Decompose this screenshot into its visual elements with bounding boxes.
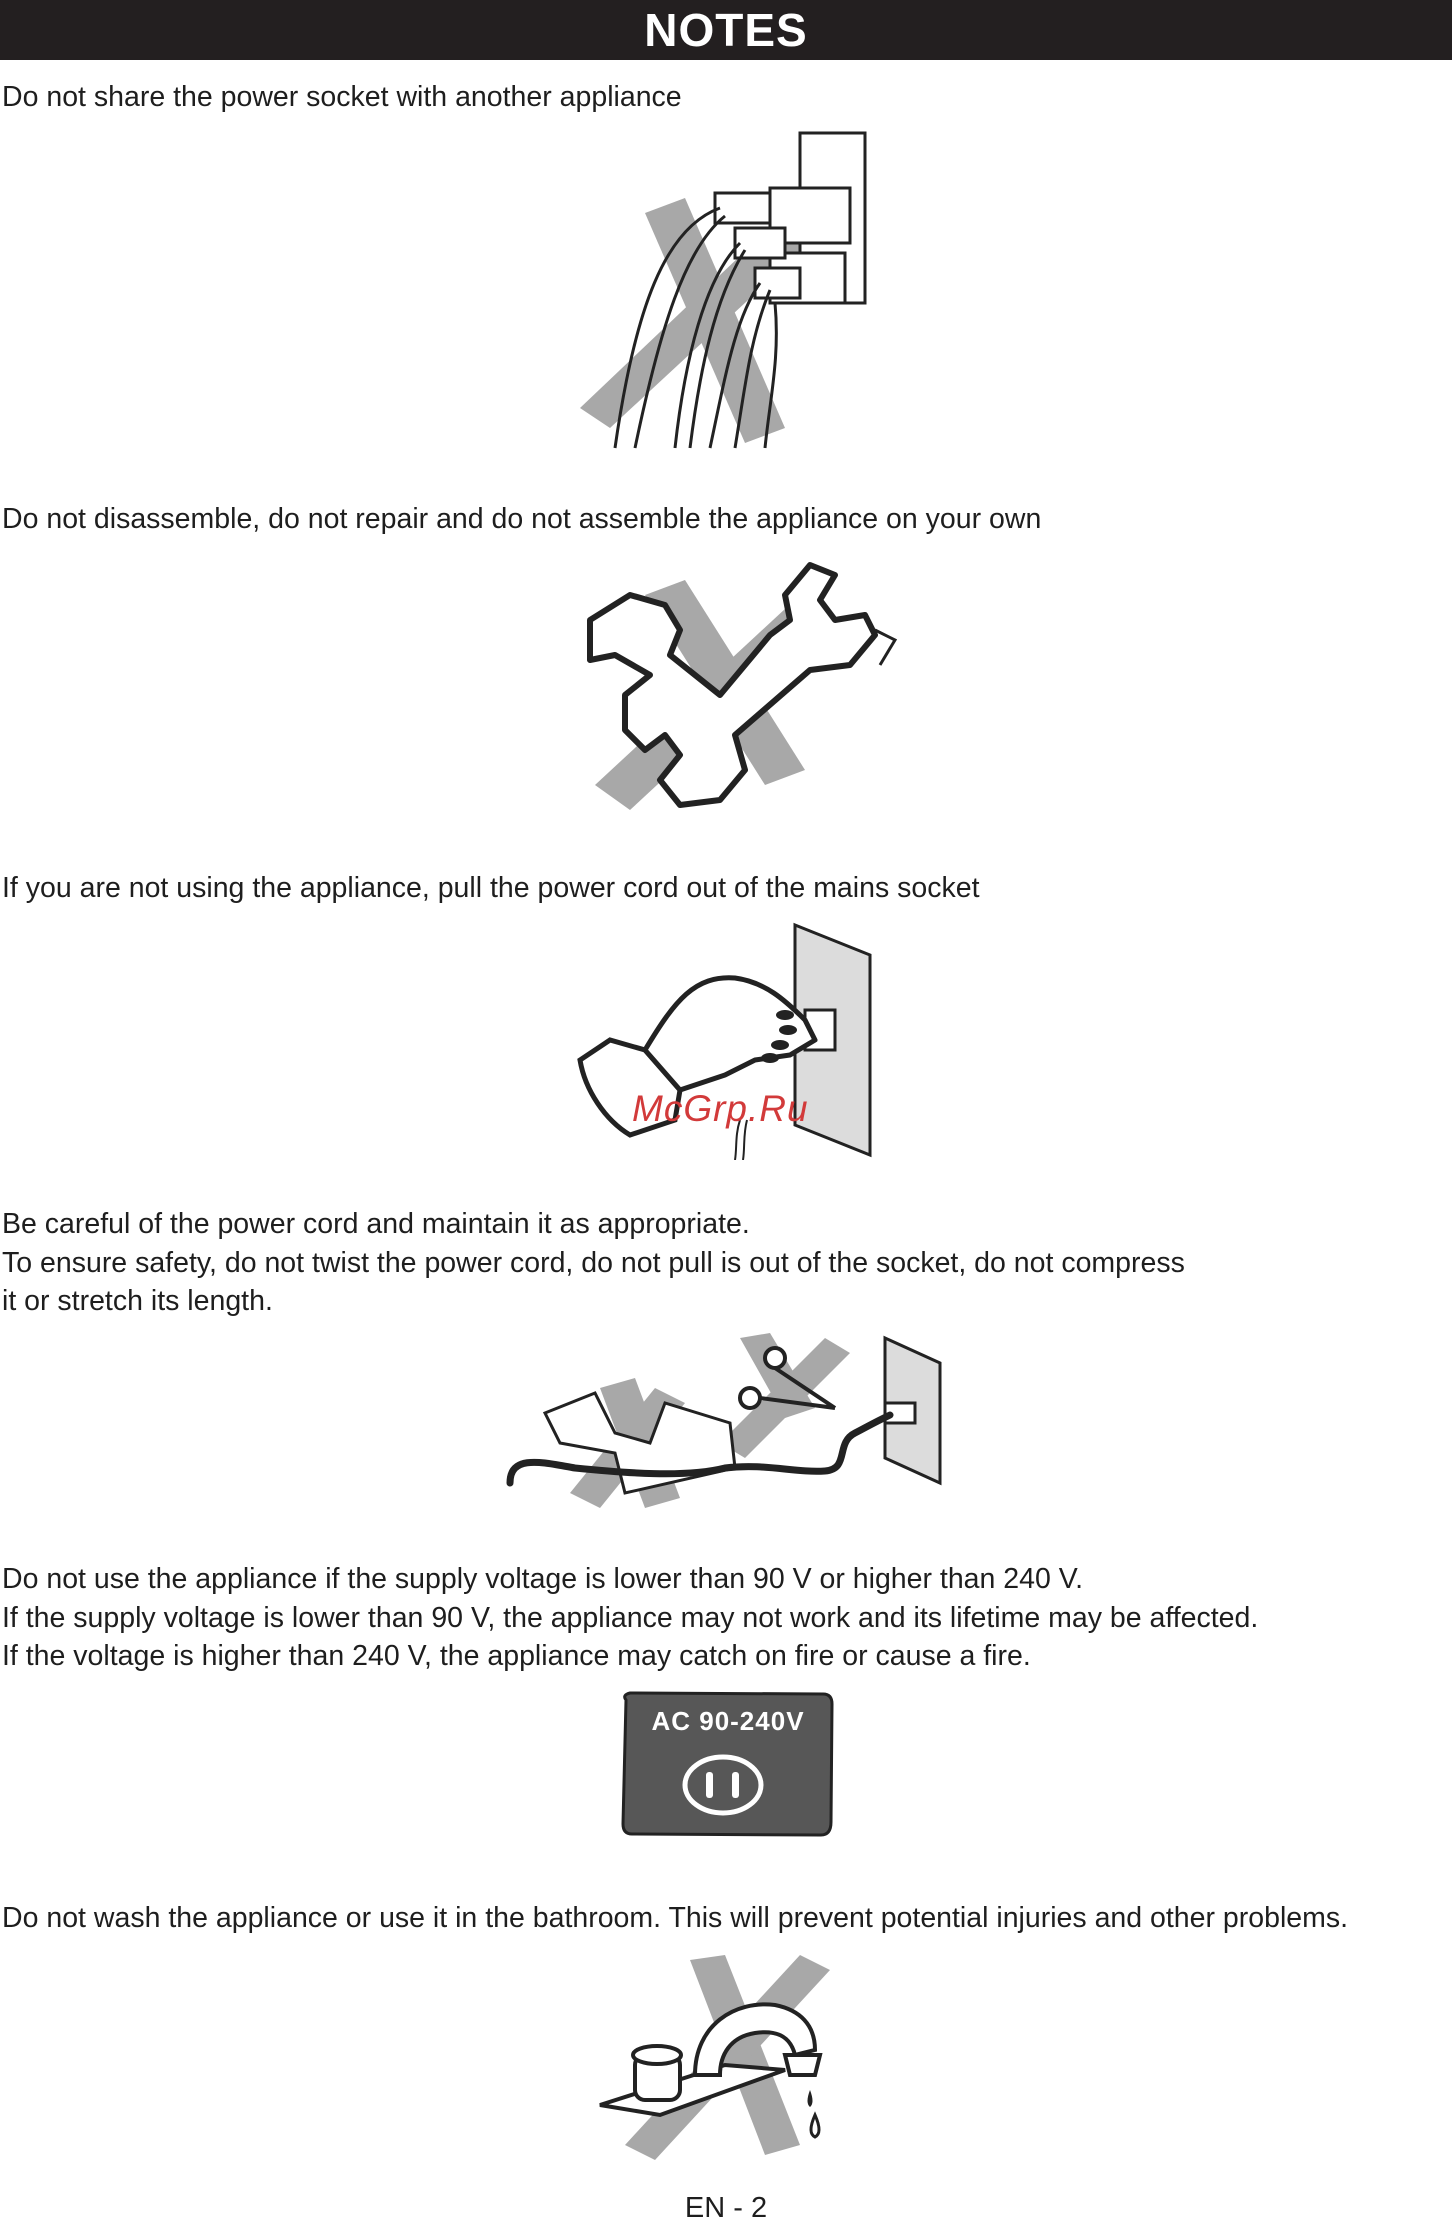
note-5-text bbox=[2, 1560, 1258, 1676]
note-4-line-1: Be careful of the power cord and maintain it as appropriate. bbox=[2, 1208, 750, 1240]
note-5-line-3: If the voltage is higher than 240 V, the appliance may catch on fire or cause a fire. bbox=[2, 1640, 1031, 1672]
voltage-label: AC 90-240V bbox=[651, 1706, 805, 1736]
note-5-line-2: If the supply voltage is lower than 90 V, the appliance may not work and its lifetime may be affected. bbox=[2, 1601, 1259, 1634]
page-title: NOTES bbox=[644, 4, 808, 56]
wrench-icon bbox=[570, 555, 900, 815]
faucet-icon bbox=[585, 1955, 850, 2165]
note-6-text bbox=[2, 1899, 1348, 1938]
note-4-line-2: To ensure safety, do not twist the power cord, do not pull is out of the socket, do not compress bbox=[2, 1246, 1185, 1279]
note-4-line-3: it or stretch its length. bbox=[2, 1285, 273, 1317]
note-1-line-1: Do not share the power socket with another appliance bbox=[2, 81, 682, 113]
note-3-text bbox=[2, 869, 980, 908]
watermark: McGrp.Ru bbox=[632, 1088, 809, 1129]
notes-banner bbox=[0, 0, 1452, 60]
note-6-line-1: Do not wash the appliance or use it in the bathroom. This will prevent potential injuries and other problems. bbox=[2, 1902, 1349, 1934]
page-number: EN - 2 bbox=[684, 2192, 768, 2224]
note-4-text bbox=[2, 1205, 1185, 1321]
note-5-line-1: Do not use the appliance if the supply voltage is lower than 90 V or higher than 240 V. bbox=[2, 1563, 1084, 1595]
note-1-text bbox=[2, 78, 682, 117]
note-3-line-1: If you are not using the appliance, pull the power cord out of the mains socket bbox=[2, 872, 980, 904]
note-2-text bbox=[2, 500, 1041, 539]
note-2-line-1: Do not disassemble, do not repair and do not assemble the appliance on your own bbox=[2, 503, 1042, 535]
voltage-badge-icon bbox=[618, 1690, 838, 1840]
cord-damage-icon bbox=[505, 1333, 945, 1513]
overloaded-socket-icon bbox=[575, 128, 885, 453]
